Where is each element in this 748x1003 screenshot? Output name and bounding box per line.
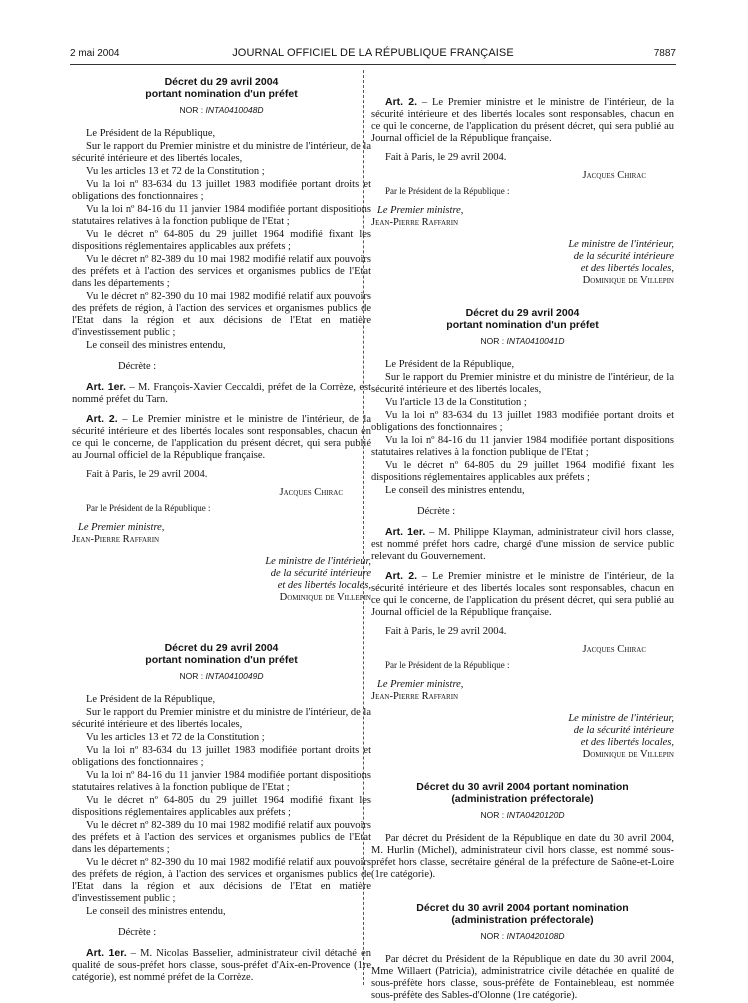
visa-paragraph: Vu le décret nº 82-390 du 10 mai 1982 modifié relatif aux pouvoirs des préfets de région, à l'action des services et organismes publics de l'Etat dans la région et aux décisions de l'Etat en matière d'investissement public ; <box>72 291 371 338</box>
decret-49d-continued <box>371 96 674 287</box>
decret-title-line2: portant nomination d'un préfet <box>446 319 599 331</box>
visa-paragraph: Vu la loi nº 84-16 du 11 janvier 1984 modifiée portant dispositions statutaires relatives à la fonction publique de l'Etat ; <box>371 435 674 458</box>
prime-minister-name: Jean-Pierre Raffarin <box>72 534 160 545</box>
prime-minister-name: Jean-Pierre Raffarin <box>371 691 459 702</box>
nor-label: NOR : <box>480 931 505 941</box>
visa-paragraph: Vu la loi nº 83-634 du 13 juillet 1983 modifiée portant droits et obligations des fonctionnaires ; <box>72 179 371 202</box>
article-text: – Le Premier ministre et le ministre de l'intérieur, de la sécurité intérieure et des libertés locales sont responsables, chacun en ce qui le concerne, de l'application du présent décret, qui sera publié au Journal officiel de la République française. <box>72 414 371 461</box>
decret-title-line1: Décret du 30 avril 2004 portant nomination <box>416 902 629 914</box>
visa-paragraph: Le Président de la République, <box>86 128 216 139</box>
article-label: Art. 1er. <box>385 526 426 538</box>
left-column <box>72 76 371 985</box>
article-1 <box>371 526 674 563</box>
decret-title-line1: Décret du 29 avril 2004 <box>164 76 279 88</box>
minister-title-line: et des libertés locales, <box>580 263 674 274</box>
header-date: 2 mai 2004 <box>70 48 120 59</box>
visa-paragraph: Vu la loi nº 84-16 du 11 janvier 1984 modifiée portant dispositions statutaires relatives à la fonction publique de l'Etat ; <box>72 770 371 793</box>
prime-minister-title: Le Premier ministre, <box>78 522 165 533</box>
visa-paragraph: Vu l'article 13 de la Constitution ; <box>385 397 527 408</box>
nor-code: INTA0420108D <box>506 931 565 941</box>
minister-title-line: de la sécurité intérieure <box>573 725 674 736</box>
by-president-label: Par le Président de la République : <box>86 503 211 513</box>
right-column <box>371 96 674 1003</box>
visa-paragraph: Vu le décret nº 82-389 du 10 mai 1982 modifié relatif aux pouvoirs des préfets et à l'action des services et organismes publics de l'Etat dans les départements ; <box>72 820 371 855</box>
visa-paragraph: Le conseil des ministres entendu, <box>86 340 226 351</box>
decrete-heading: Décrète : <box>118 361 157 372</box>
decrete-heading: Décrète : <box>118 927 157 938</box>
minister-title-line: Le ministre de l'intérieur, <box>568 239 674 250</box>
visa-paragraph: Le Président de la République, <box>385 359 515 370</box>
fait-a-paris: Fait à Paris, le 29 avril 2004. <box>385 152 507 163</box>
fait-a-paris: Fait à Paris, le 29 avril 2004. <box>385 626 507 637</box>
prime-minister-title: Le Premier ministre, <box>377 205 464 216</box>
decret-title-line2: (administration préfectorale) <box>451 793 594 805</box>
by-president-label: Par le Président de la République : <box>385 660 510 670</box>
signatory-name: Jacques Chirac <box>279 487 343 498</box>
minister-signature <box>371 239 674 287</box>
decret-title-line2: portant nomination d'un préfet <box>145 88 298 100</box>
article-2 <box>371 570 674 619</box>
nor-reference <box>371 809 674 821</box>
nor-code: INTA0410048D <box>205 105 264 115</box>
nor-label: NOR : <box>179 671 204 681</box>
header-journal-title: JOURNAL OFFICIEL DE LA RÉPUBLIQUE FRANÇAISE <box>232 47 514 59</box>
decret-title-line1: Décret du 29 avril 2004 <box>465 307 580 319</box>
minister-title-line: Le ministre de l'intérieur, <box>265 556 371 567</box>
visa-paragraph: Vu le décret nº 64-805 du 29 juillet 1964 modifié fixant les dispositions réglementaires applicables aux préfets ; <box>72 229 371 252</box>
decree-body: Par décret du Président de la République en date du 30 avril 2004, Mme Willaert (Patricia), administratrice civile détachée en qualité de sous-préfète hors classe, sous-préfète de Fontainebleau, est nommée sous-préfète des Sables-d'Olonne (1re catégorie). <box>371 954 674 1001</box>
nor-reference <box>371 335 674 347</box>
article-text: – M. Philippe Klayman, administrateur civil hors classe, est nommé préfet hors cadre, chargé d'une mission de service public relevant du Gouvernement. <box>371 527 675 562</box>
visa-paragraph: Sur le rapport du Premier ministre et du ministre de l'intérieur, de la sécurité intérieure et des libertés locales, <box>72 707 371 730</box>
minister-name: Dominique de Villepin <box>582 275 674 286</box>
minister-title-line: de la sécurité intérieure <box>573 251 674 262</box>
article-label: Art. 1er. <box>86 947 127 959</box>
minister-signature <box>72 556 371 604</box>
decret-41d <box>371 307 674 761</box>
minister-title-line: et des libertés locales, <box>580 737 674 748</box>
visa-paragraph: Vu les articles 13 et 72 de la Constitution ; <box>86 732 265 743</box>
visa-paragraph: Vu le décret nº 64-805 du 29 juillet 1964 modifié fixant les dispositions réglementaires applicables aux préfets ; <box>72 795 371 818</box>
nor-reference <box>72 104 371 116</box>
prime-minister-name: Jean-Pierre Raffarin <box>371 217 459 228</box>
decret-title-line1: Décret du 29 avril 2004 <box>164 642 279 654</box>
visa-paragraph: Vu le décret nº 64-805 du 29 juillet 1964 modifié fixant les dispositions réglementaires applicables aux préfets ; <box>371 460 674 483</box>
minister-title-line: Le ministre de l'intérieur, <box>568 713 674 724</box>
article-text: – Le Premier ministre et le ministre de l'intérieur, de la sécurité intérieure et des libertés locales sont responsables, chacun en ce qui le concerne, de l'application du présent décret, qui sera publié au Journal officiel de la République française. <box>371 97 674 144</box>
prime-minister-title: Le Premier ministre, <box>377 679 464 690</box>
minister-title-line: de la sécurité intérieure <box>270 568 371 579</box>
visa-paragraph: Vu la loi nº 83-634 du 13 juillet 1983 modifiée portant droits et obligations des fonctionnaires ; <box>371 410 674 433</box>
fait-a-paris: Fait à Paris, le 29 avril 2004. <box>86 469 208 480</box>
article-text: – M. François-Xavier Ceccaldi, préfet de la Corrèze, est nommé préfet du Tarn. <box>72 382 371 405</box>
article-text: – Le Premier ministre et le ministre de l'intérieur, de la sécurité intérieure et des libertés locales sont responsables, chacun en ce qui le concerne, de l'application du présent décret, qui sera publié au Journal officiel de la République française. <box>371 571 674 618</box>
visa-paragraph: Sur le rapport du Premier ministre et du ministre de l'intérieur, de la sécurité intérieure et des libertés locales, <box>72 141 371 164</box>
visa-paragraph: Le conseil des ministres entendu, <box>86 906 226 917</box>
header-page-number: 7887 <box>653 48 676 59</box>
decret-title-line2: portant nomination d'un préfet <box>145 654 298 666</box>
nor-code: INTA0420120D <box>506 810 565 820</box>
decret-49d <box>72 642 371 984</box>
decret-title-line1: Décret du 30 avril 2004 portant nomination <box>416 781 629 793</box>
decret-title-line2: (administration préfectorale) <box>451 914 594 926</box>
article-1 <box>72 947 371 984</box>
minister-signature <box>371 713 674 761</box>
article-label: Art. 1er. <box>86 381 126 393</box>
signatory-name: Jacques Chirac <box>582 644 646 655</box>
nor-label: NOR : <box>179 105 204 115</box>
decret-48d <box>72 76 371 604</box>
minister-name: Dominique de Villepin <box>279 592 371 603</box>
visa-paragraph: Le Président de la République, <box>86 694 216 705</box>
article-2 <box>72 413 371 462</box>
nor-label: NOR : <box>480 336 505 346</box>
visa-paragraph: Sur le rapport du Premier ministre et du ministre de l'intérieur, de la sécurité intérieure et des libertés locales, <box>371 372 674 395</box>
decret-120d <box>371 781 674 881</box>
visa-paragraph: Vu les articles 13 et 72 de la Constitution ; <box>86 166 265 177</box>
visa-paragraph: Vu le décret nº 82-390 du 10 mai 1982 modifié relatif aux pouvoirs des préfets de région, à l'action des services et organismes publics de l'Etat dans la région et aux décisions de l'Etat en matière d'investissement public ; <box>72 857 371 904</box>
minister-name: Dominique de Villepin <box>582 749 674 760</box>
nor-label: NOR : <box>480 810 505 820</box>
visa-paragraph: Vu le décret nº 82-389 du 10 mai 1982 modifié relatif aux pouvoirs des préfets et à l'action des services et organismes publics de l'Etat dans les départements ; <box>72 254 371 289</box>
decret-108d <box>371 902 674 1002</box>
visa-paragraph: Vu la loi nº 83-634 du 13 juillet 1983 modifiée portant droits et obligations des fonctionnaires ; <box>72 745 371 768</box>
page-header <box>70 46 676 65</box>
article-label: Art. 2. <box>385 570 417 582</box>
decree-body: Par décret du Président de la République en date du 30 avril 2004, M. Hurlin (Michel), administrateur civil hors classe, est nommé sous-préfet hors classe, secrétaire général de la préfecture de Saône-et-Loire (1re catégorie). <box>371 833 674 880</box>
signatory-name: Jacques Chirac <box>582 170 646 181</box>
nor-code: INTA0410041D <box>506 336 565 346</box>
article-2 <box>371 96 674 145</box>
visa-paragraph: Le conseil des ministres entendu, <box>385 485 525 496</box>
article-label: Art. 2. <box>385 96 417 108</box>
nor-reference <box>371 930 674 942</box>
decrete-heading: Décrète : <box>417 506 456 517</box>
article-label: Art. 2. <box>86 413 118 425</box>
by-president-label: Par le Président de la République : <box>385 186 510 196</box>
article-1 <box>72 381 371 406</box>
visa-paragraph: Vu la loi nº 84-16 du 11 janvier 1984 modifiée portant dispositions statutaires relatives à la fonction publique de l'Etat ; <box>72 204 371 227</box>
minister-title-line: et des libertés locales, <box>277 580 371 591</box>
nor-reference <box>72 670 371 682</box>
article-text: – M. Nicolas Basselier, administrateur civil détaché en qualité de sous-préfet hors classe, sous-préfet d'Aix-en-Provence (1re catégorie), est nommé préfet de la Corrèze. <box>72 948 371 983</box>
nor-code: INTA0410049D <box>205 671 264 681</box>
